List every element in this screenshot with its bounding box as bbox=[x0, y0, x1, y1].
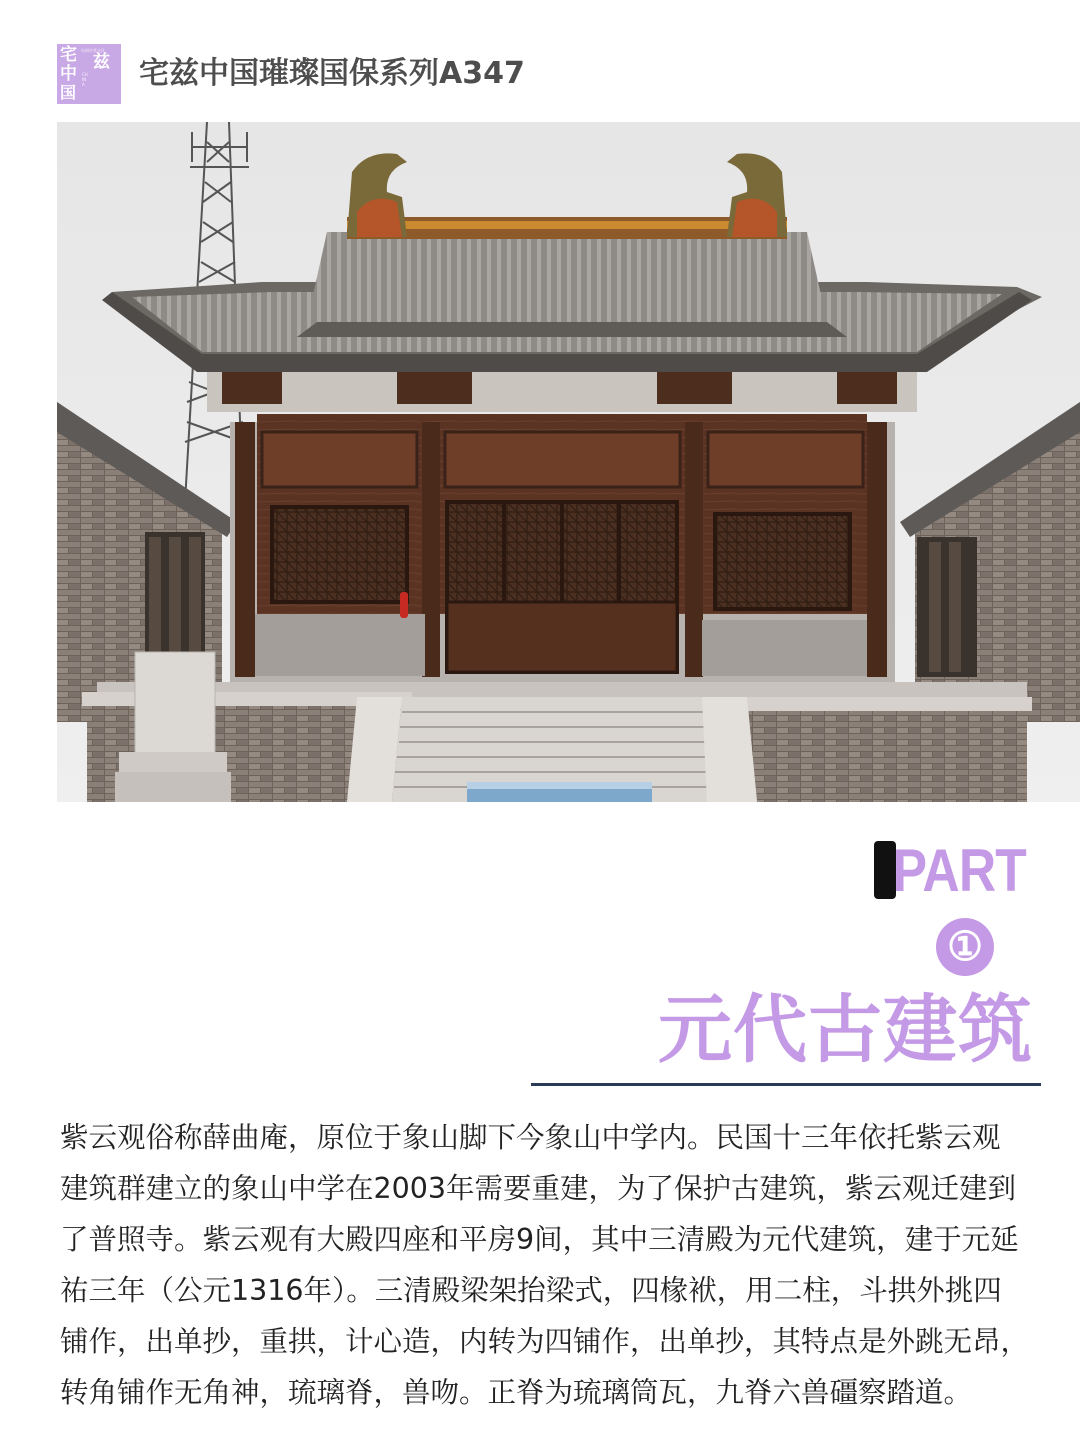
paragraph-line: 建筑群建立的象山中学在2003年需要重建，为了保护古建筑，紫云观迁建到 bbox=[60, 1172, 1017, 1205]
section-divider bbox=[531, 1083, 1041, 1086]
part-number-badge: ① bbox=[936, 918, 994, 976]
body-paragraph bbox=[60, 1112, 1045, 1418]
part-label: PART bbox=[892, 837, 1026, 904]
logo-vertical-text: CHINA bbox=[82, 72, 88, 87]
logo-char-2: 兹 bbox=[93, 52, 110, 72]
paragraph-line: 铺作，出单抄，重拱，计心造，内转为四铺作，出单抄，其特点是外跳无昂， bbox=[60, 1325, 1030, 1358]
logo-small-text: 坊间中华文化 bbox=[81, 48, 105, 53]
section-title: 元代古建筑 bbox=[658, 987, 1033, 1073]
logo-char-4: 国 bbox=[60, 83, 77, 102]
paragraph-line: 了普照寺。紫云观有大殿四座和平房9间，其中三清殿为元代建筑，建于元延 bbox=[60, 1223, 1019, 1256]
paragraph-line: 转角铺作无角神，琉璃脊，兽吻。正脊为琉璃筒瓦，九脊六兽礓察踏道。 bbox=[60, 1376, 973, 1409]
temple-photo bbox=[57, 122, 1080, 802]
page-title: 宅兹中国璀璨国保系列A347 bbox=[139, 56, 525, 91]
paragraph-line: 紫云观俗称薛曲庵，原位于象山脚下今象山中学内。民国十三年依托紫云观 bbox=[60, 1121, 1001, 1154]
logo-char-3: 中 bbox=[60, 64, 77, 84]
temple-illustration bbox=[57, 122, 1080, 802]
logo-char-1: 宅 bbox=[60, 45, 77, 65]
brand-logo bbox=[57, 44, 121, 104]
paragraph-line: 祐三年（公元1316年）。三清殿梁架抬梁式，四椽袱，用二柱，斗拱外挑四 bbox=[60, 1274, 1002, 1307]
